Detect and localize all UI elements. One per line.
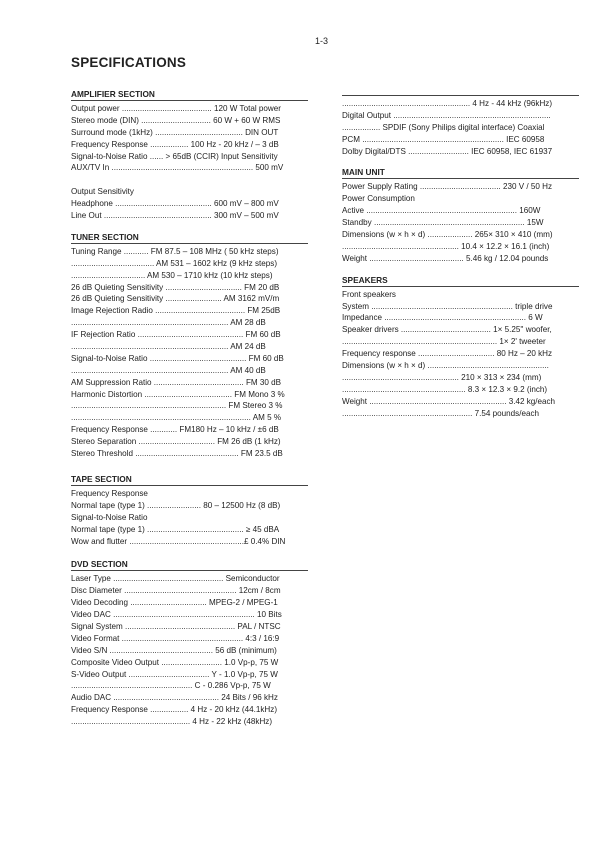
section-heading (342, 95, 579, 96)
spec-line: Power Supply Rating .................................... 230 V / 50 Hz (342, 182, 553, 192)
spec-line: AM Suppression Ratio ........................................ FM 30 dB (71, 377, 282, 387)
spec-line: Disc Diameter .................................................. 12cm / 8cm (71, 586, 281, 596)
spec-line (71, 174, 308, 186)
spec-line: Power Consumption (342, 194, 415, 204)
section-heading: SPEAKERS (342, 275, 579, 287)
spec-line: ..................................................... 4 Hz - 22 kHz (48kHz) (71, 717, 273, 727)
spec-line: Frequency response .................................. 80 Hz – 20 kHz (342, 349, 553, 359)
spec-line: Impedance ............................................................... 6 W (342, 313, 543, 323)
spec-section (342, 95, 579, 157)
spec-line: .......................................................... 7.54 pounds/each (342, 408, 540, 418)
spec-line: Stereo Threshold .............................................. FM 23.5 dB (71, 449, 283, 459)
spec-line: Video DAC ............................................................... 10 Bits (71, 610, 282, 620)
spec-line: Signal-to-Noise Ratio ...... > 65dB (CCIR) Input Sensitivity (71, 151, 278, 161)
spec-line: Wow and flutter ...................................................£ 0.4% DIN (71, 536, 286, 546)
spec-line: Signal System ................................................. PAL / NTSC (71, 621, 281, 631)
spec-line: Digital Output ...................................................................... (342, 110, 551, 120)
section-heading: DVD SECTION (71, 559, 308, 571)
spec-line: Active ................................................................... 160W (342, 206, 541, 216)
spec-line: ...................................................................... AM 24 dB (71, 342, 266, 352)
spec-line: Frequency Response ............ FM180 Hz – 10 kHz / ±6 dB (71, 425, 279, 435)
spec-line: Front speakers (342, 289, 396, 299)
spec-line: Normal tape (type 1) ........................ 80 – 12500 Hz (8 dB) (71, 500, 281, 510)
spec-section (71, 232, 308, 460)
spec-line: ...................................................... C - 0.286 Vp-p, 75 W (71, 681, 271, 691)
spec-line: Surround mode (1kHz) ....................................... DIN OUT (71, 127, 279, 137)
spec-line: Weight ............................................................. 3.42 kg/each (342, 396, 556, 406)
page-title: SPECIFICATIONS (71, 55, 187, 70)
spec-line: Tuning Range ........... FM 87.5 – 108 MHz ( 50 kHz steps) (71, 246, 279, 256)
right-column (342, 95, 579, 429)
spec-line: PCM ............................................................... IEC 60958 (342, 134, 545, 144)
spec-line: Weight .......................................... 5.46 kg / 12.04 pounds (342, 253, 549, 263)
page-number: 1-3 (315, 36, 329, 46)
spec-line: Stereo Separation .................................. FM 26 dB (1 kHz) (71, 437, 281, 447)
spec-line: Video Decoding .................................. MPEG-2 / MPEG-1 (71, 598, 278, 608)
spec-line: Normal tape (type 1) ........................................... ≥ 45 dBA (71, 524, 280, 534)
spec-line: ................................. AM 530 – 1710 kHz (10 kHz steps) (71, 270, 273, 280)
section-heading: MAIN UNIT (342, 167, 579, 179)
spec-line: .................................................... 210 × 313 × 234 (mm) (342, 372, 542, 382)
spec-section (342, 275, 579, 420)
spec-section (342, 167, 579, 264)
spec-line: ...................................................................... AM 40 dB (71, 365, 266, 375)
spec-line: Stereo mode (DIN) ............................... 60 W + 60 W RMS (71, 115, 281, 125)
spec-line: Signal-to-Noise Ratio ........................................... FM 60 dB (71, 353, 284, 363)
section-heading: TUNER SECTION (71, 232, 308, 244)
spec-line: IF Rejection Ratio ............................................... FM 60 dB (71, 330, 281, 340)
spec-line: AUX/TV In ............................................................... 500 mV (71, 163, 284, 173)
spec-line: Signal-to-Noise Ratio (71, 512, 148, 522)
spec-line: ..................................................................... 1× 2' tweeter (342, 337, 546, 347)
spec-line: Frequency Response ................. 100 Hz - 20 kHz / – 3 dB (71, 139, 279, 149)
spec-line: ................. SPDIF (Sony Philips digital interface) Coaxial (342, 122, 545, 132)
spec-line: ..................................... AM 531 – 1602 kHz (9 kHz steps) (71, 258, 278, 268)
spec-line: ................................................................................ AM 5 % (71, 413, 282, 423)
spec-line: Frequency Response ................. 4 Hz - 20 kHz (44.1kHz) (71, 705, 278, 715)
spec-line: Headphone ........................................... 600 mV – 800 mV (71, 199, 279, 209)
spec-line: 26 dB Quieting Sensitivity .................................. FM 20 dB (71, 282, 280, 292)
spec-section (71, 474, 308, 547)
spec-line: Composite Video Output ........................... 1.0 Vp-p, 75 W (71, 657, 279, 667)
spec-line: .................................................... 10.4 × 12.2 × 16.1 (inch) (342, 241, 550, 251)
spec-line: Harmonic Distortion ....................................... FM Mono 3 % (71, 389, 285, 399)
spec-line: Image Rejection Radio ........................................ FM 25dB (71, 306, 281, 316)
spec-line: Dolby Digital/DTS ........................... IEC 60958, IEC 61937 (342, 146, 553, 156)
spec-line: Output power ........................................ 120 W Total power (71, 104, 281, 113)
left-column (71, 89, 308, 738)
spec-line: ....................................................... 8.3 × 12.3 × 9.2 (inch) (342, 384, 548, 394)
spec-line: Laser Type ................................................. Semiconductor (71, 574, 280, 584)
section-heading: TAPE SECTION (71, 474, 308, 486)
spec-line: Line Out ................................................ 300 mV – 500 mV (71, 211, 279, 221)
spec-line: Output Sensitivity (71, 187, 134, 197)
spec-line: Standby ................................................................... 15W (342, 218, 544, 228)
spec-line: Speaker drivers ........................................ 1× 5.25'' woofer, (342, 325, 552, 335)
spec-line: S-Video Output .................................... Y - 1.0 Vp-p, 75 W (71, 669, 278, 679)
spec-section (71, 89, 308, 222)
spec-line: Video Format ...................................................... 4:3 / 16:9 (71, 633, 280, 643)
spec-line: Video S/N .............................................. 56 dB (minimum) (71, 645, 277, 655)
spec-line: ..................................................................... FM Stereo 3 % (71, 401, 283, 411)
spec-line: Dimensions (w × h × d) .................... 265× 310 × 410 (mm) (342, 230, 553, 240)
spec-line: System ............................................................... triple drive (342, 301, 553, 311)
spec-line: 26 dB Quieting Sensitivity ......................... AM 3162 mV/m (71, 294, 280, 304)
spec-line: Audio DAC ............................................... 24 Bits / 96 kHz (71, 693, 278, 703)
section-heading: AMPLIFIER SECTION (71, 89, 308, 101)
spec-line: ...................................................................... AM 28 dB (71, 318, 266, 328)
spec-section (71, 559, 308, 728)
spec-line: Frequency Response (71, 488, 148, 498)
spec-line: ......................................................... 4 Hz - 44 kHz (96kHz) (342, 99, 553, 108)
spec-line: Dimensions (w × h × d) ...................................................... (342, 361, 549, 371)
